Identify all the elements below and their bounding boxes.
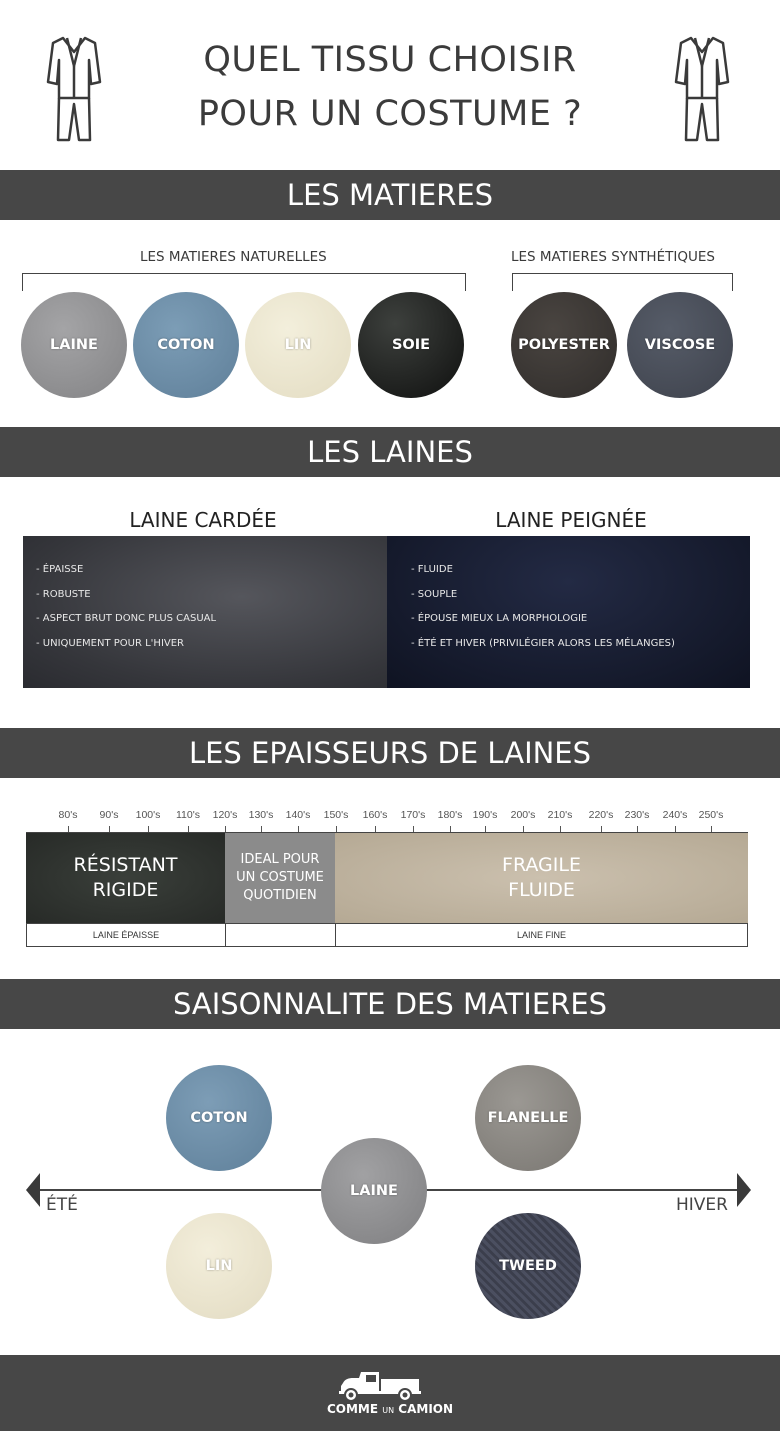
laine-cardee-title: LAINE CARDÉE: [129, 508, 277, 532]
matiere-circle-viscose: VISCOSE: [627, 292, 733, 398]
tick-label: 140's: [285, 809, 311, 821]
section-bar-matieres: LES MATIERES: [0, 170, 780, 220]
laine-fine-label: LAINE FINE: [335, 923, 748, 947]
matiere-circle-polyester: POLYESTER: [511, 292, 617, 398]
synthetiques-bracket: [512, 273, 733, 291]
segment-ideal-line1: IDEAL POUR: [240, 852, 320, 867]
tick-label: 220's: [588, 809, 614, 821]
suit-icon: [673, 34, 731, 142]
suit-icon: [45, 34, 103, 142]
section-bar-epaisseurs: LES EPAISSEURS DE LAINES: [0, 728, 780, 778]
matiere-circle-lin: LIN: [245, 292, 351, 398]
tick-label: 240's: [662, 809, 688, 821]
ete-label: ÉTÉ: [46, 1195, 78, 1215]
synthetiques-label: LES MATIERES SYNTHÉTIQUES: [511, 249, 715, 265]
naturelles-bracket: [22, 273, 466, 291]
peignee-point: - FLUIDE: [411, 564, 453, 575]
season-circle-laine: LAINE: [321, 1138, 427, 1244]
laine-peignee-panel: [387, 536, 750, 688]
brand-left: COMME: [326, 1402, 379, 1416]
section-bar-laines: LES LAINES: [0, 427, 780, 477]
laine-epaisse-label: LAINE ÉPAISSE: [26, 923, 226, 947]
segment-fine-line2: FLUIDE: [508, 879, 575, 901]
cardee-point: - ROBUSTE: [36, 588, 91, 600]
brand-mid: UN: [382, 1406, 395, 1415]
tick-label: 250's: [698, 809, 724, 821]
section-bar-saisonnalite: SAISONNALITE DES MATIERES: [0, 979, 780, 1029]
ideal-blank-label: [225, 923, 336, 947]
segment-epaisse: [26, 833, 225, 923]
cardee-point: - ASPECT BRUT DONC PLUS CASUAL: [36, 613, 217, 624]
matiere-circle-coton: COTON: [133, 292, 239, 398]
segment-fine: [335, 833, 748, 923]
tick-label: 150's: [323, 809, 349, 821]
arrow-left-icon: [26, 1173, 40, 1207]
tick-label: 130's: [248, 809, 274, 821]
laine-cardee-panel: [23, 536, 387, 688]
tick-label: 80's: [58, 809, 78, 821]
tick-label: 120's: [212, 809, 238, 821]
page-title-line1: QUEL TISSU CHOISIR: [203, 40, 577, 80]
brand-right: CAMION: [398, 1402, 454, 1416]
tick-label: 210's: [547, 809, 573, 821]
tick-label: 90's: [99, 809, 119, 821]
tick-label: 200's: [510, 809, 536, 821]
matiere-circle-laine: LAINE: [21, 292, 127, 398]
segment-epaisse-line1: RÉSISTANT: [73, 854, 178, 876]
season-circle-flanelle: FLANELLE: [475, 1065, 581, 1171]
hiver-label: HIVER: [676, 1195, 728, 1215]
segment-ideal-line2: UN COSTUME: [236, 870, 324, 885]
tick-label: 230's: [624, 809, 650, 821]
cardee-point: - ÉPAISSE: [36, 564, 84, 575]
page-title-line2: POUR UN COSTUME ?: [197, 94, 583, 134]
brand-name: [0, 1402, 780, 1416]
tick-label: 100's: [135, 809, 161, 821]
footer: [0, 1355, 780, 1431]
segment-ideal-line3: QUOTIDIEN: [243, 888, 317, 903]
tick-label: 190's: [472, 809, 498, 821]
matiere-circle-soie: SOIE: [358, 292, 464, 398]
tick-label: 170's: [400, 809, 426, 821]
truck-icon: [337, 1369, 423, 1403]
segment-epaisse-line2: RIGIDE: [92, 879, 159, 901]
segment-ideal: [225, 833, 335, 923]
naturelles-label: LES MATIERES NATURELLES: [140, 249, 327, 265]
peignee-point: - SOUPLE: [411, 588, 458, 600]
season-circle-lin: LIN: [166, 1213, 272, 1319]
laine-peignee-title: LAINE PEIGNÉE: [495, 508, 647, 532]
tick-label: 110's: [176, 809, 200, 821]
cardee-point: - UNIQUEMENT POUR L'HIVER: [36, 637, 185, 649]
season-circle-coton: COTON: [166, 1065, 272, 1171]
segment-fine-line1: FRAGILE: [502, 854, 581, 876]
tick-label: 160's: [362, 809, 388, 821]
peignee-point: - ÉPOUSE MIEUX LA MORPHOLOGIE: [411, 613, 588, 624]
peignee-point: - ÉTÉ ET HIVER (PRIVILÉGIER ALORS LES MÉLANGES): [411, 637, 675, 649]
tick-label: 180's: [437, 809, 463, 821]
arrow-right-icon: [737, 1173, 751, 1207]
season-circle-tweed: TWEED: [475, 1213, 581, 1319]
